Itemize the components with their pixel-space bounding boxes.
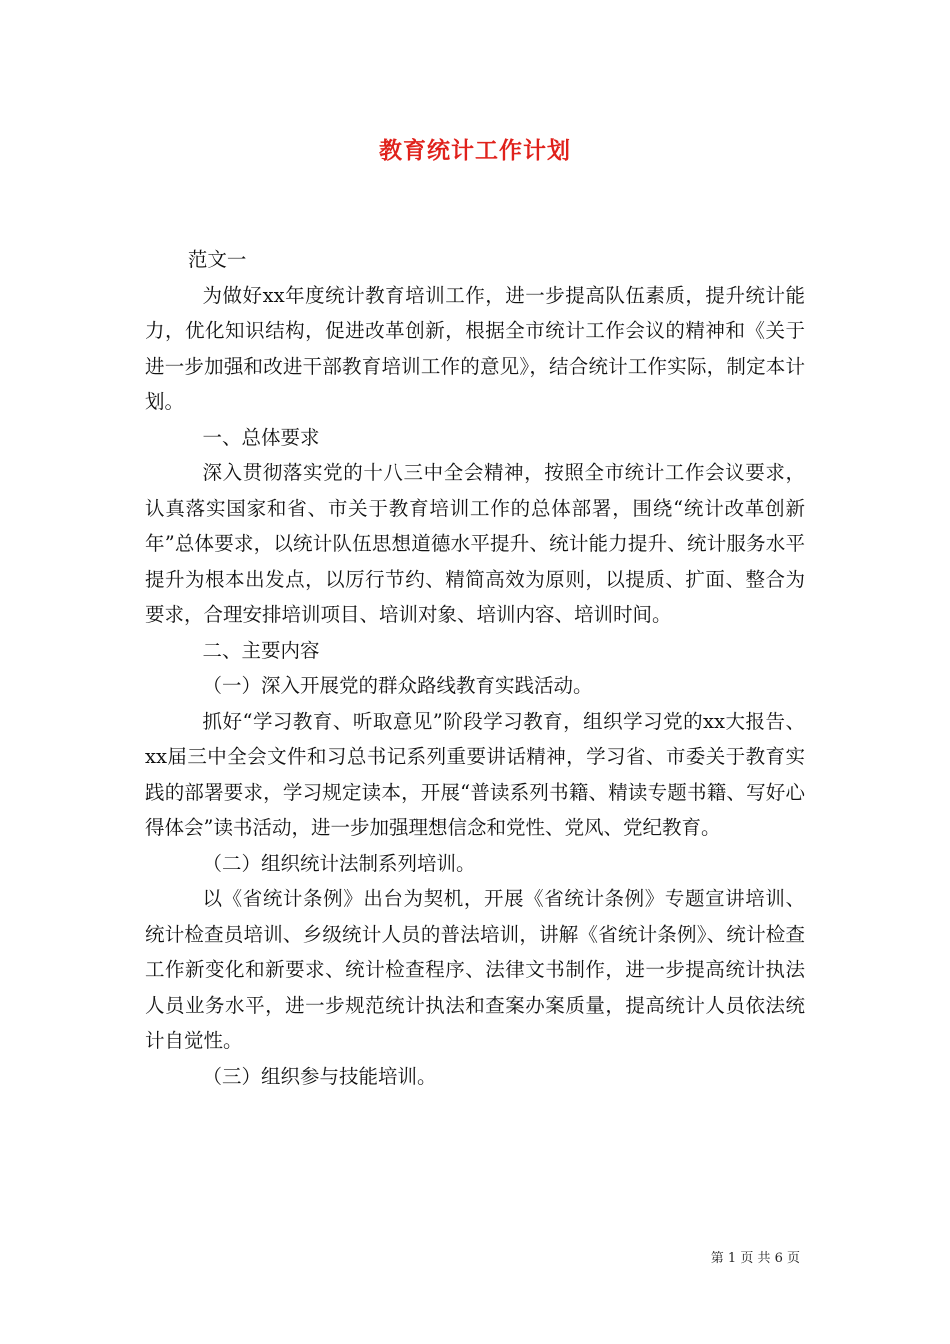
subheading-1: （一）深入开展党的群众路线教育实践活动。: [202, 674, 593, 697]
section-label-fanwen: 范文一: [187, 248, 247, 271]
intro-paragraph: 为做好xx年度统计教育培训工作，进一步提高队伍素质，提升统计能力，优化知识结构，促进改革创新，根据全市统计工作会议的精神和《关于进一步加强和改进干部教育培训工作的意见》，结合统计工作实际，制定本计划。: [145, 283, 805, 413]
subsection-1-paragraph: 抓好“学习教育、听取意见”阶段学习教育，组织学习党的xx大报告、xx届三中全会文件和习总书记系列重要讲话精神，学习省、市委关于教育实践的部署要求，学习规定读本，开展“普读系列书籍、精读专题书籍、写好心得体会”读书活动，进一步加强理想信念和党性、党风、党纪教育。: [145, 709, 805, 839]
subheading-3: （三）组织参与技能培训。: [202, 1064, 437, 1088]
subheading-2: （二）组织统计法制系列培训。: [202, 851, 476, 875]
heading-main-content: 二、主要内容: [202, 638, 320, 662]
subsection-2-paragraph: 以《省统计条例》出台为契机，开展《省统计条例》专题宣讲培训、统计检查员培训、乡级统计人员的普法培训，讲解《省统计条例》、统计检查工作新变化和新要求、统计检查程序、法律文书制作，进一步提高统计执法人员业务水平，进一步规范统计执法和查案办案质量，提高统计人员依法统计自觉性。: [145, 887, 805, 1052]
document-title: 教育统计工作计划: [379, 137, 571, 164]
heading-general-requirements: 一、总体要求: [202, 425, 320, 449]
page-number: 第 1 页 共 6 页: [710, 1251, 800, 1266]
document-body: [145, 242, 805, 1094]
general-requirements-paragraph: 深入贯彻落实党的十八三中全会精神，按照全市统计工作会议要求，认真落实国家和省、市关于教育培训工作的总体部署，围绕“统计改革创新年”总体要求，以统计队伍思想道德水平提升、统计能力提升、统计服务水平提升为根本出发点，以厉行节约、精简高效为原则，以提质、扩面、整合为要求，合理安排培训项目、培训对象、培训内容、培训时间。: [145, 461, 805, 626]
